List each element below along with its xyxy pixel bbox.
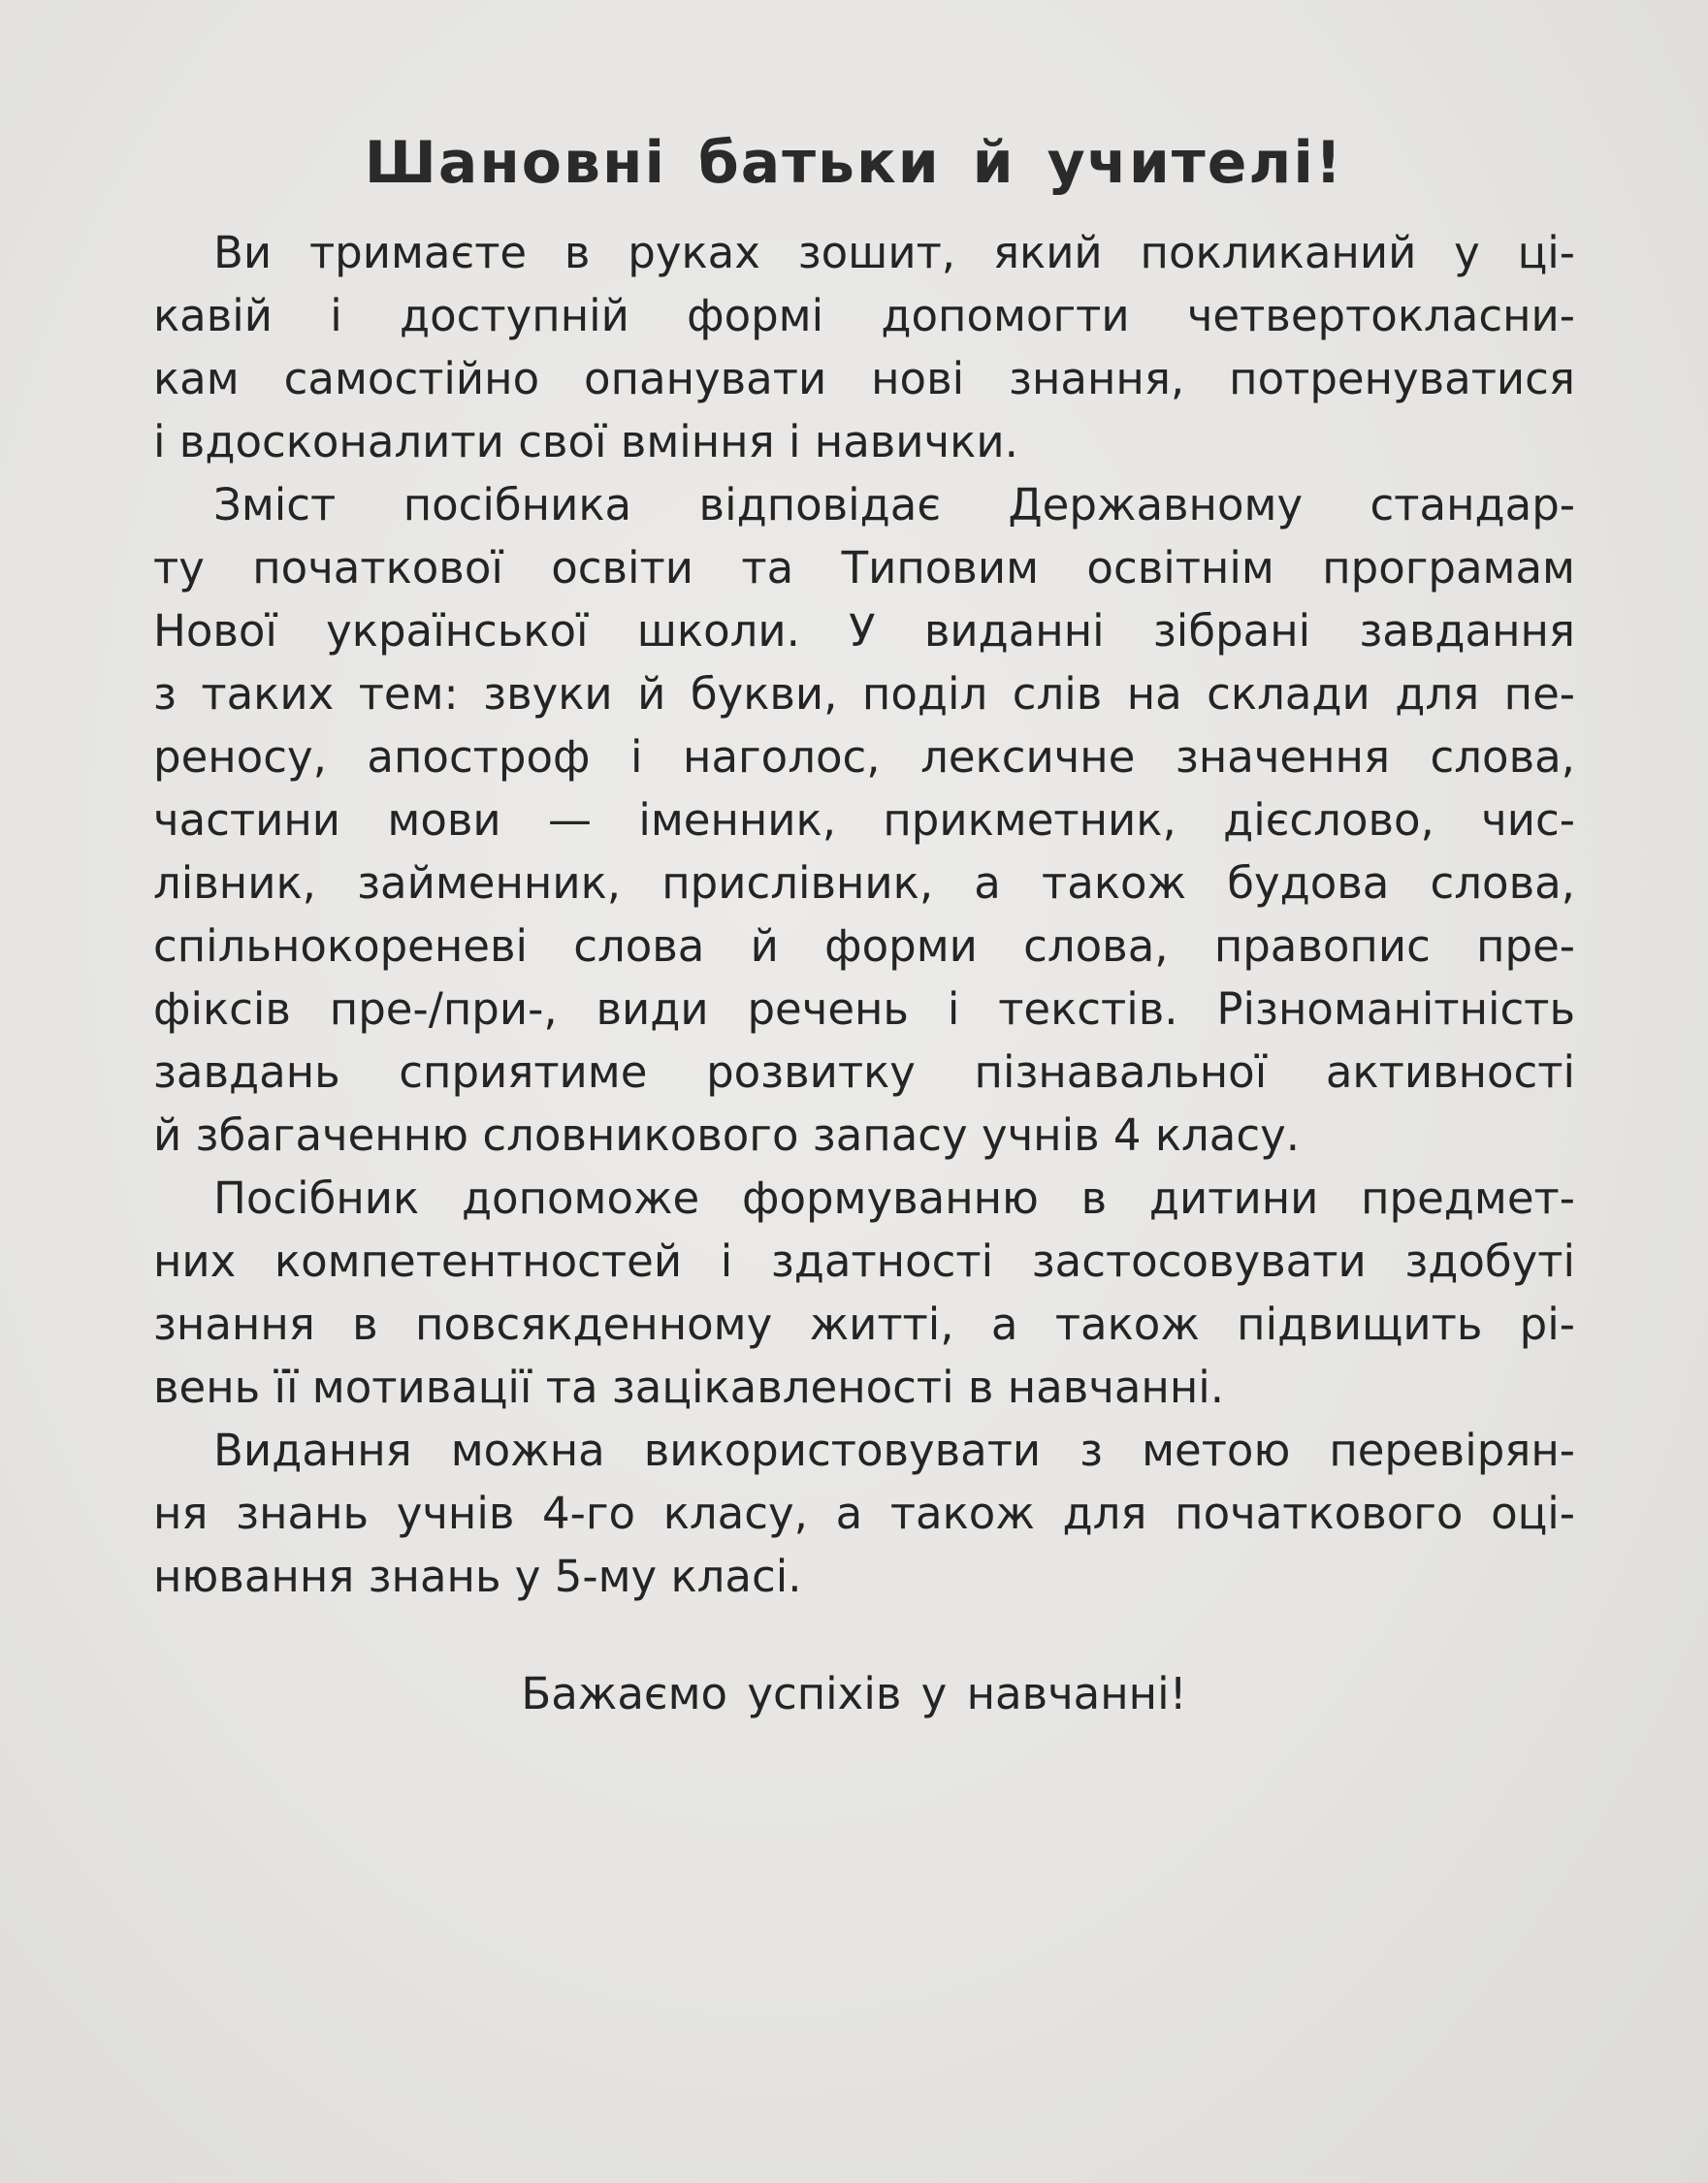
closing-wish: Бажаємо успіхів у навчанні! <box>521 1668 1187 1719</box>
text-line: й збагаченню словникового запасу учнів 4 класу. <box>153 1109 1301 1161</box>
text-line: завдань сприятиме розвитку пізнавальної активності <box>153 1046 1575 1098</box>
text-line: Нової української школи. У виданні зібрані завдання <box>153 605 1575 657</box>
body-text <box>153 221 1575 1608</box>
text-line: ня знань учнів 4-го класу, а також для початкового оці- <box>153 1488 1575 1539</box>
text-line: лівник, займенник, прислівник, а також будова слова, <box>153 857 1575 909</box>
text-line: фіксів пре-/при-, види речень і текстів. Різноманітність <box>153 983 1575 1035</box>
text-line: спільнокореневі слова й форми слова, правопис пре- <box>153 920 1575 972</box>
text-line: нювання знань у 5-му класі. <box>153 1551 802 1602</box>
text-line: Посібник допоможе формуванню в дитини предмет- <box>213 1172 1575 1224</box>
text-line: вень її мотивації та зацікавленості в навчанні. <box>153 1362 1225 1413</box>
text-line: Видання можна використовувати з метою перевірян- <box>213 1425 1575 1476</box>
text-line: ту початкової освіти та Типовим освітнім програмам <box>153 542 1575 594</box>
paragraph-intro <box>153 221 1575 473</box>
paragraph-benefits <box>153 1167 1575 1419</box>
paragraph-content <box>153 473 1575 1167</box>
text-line: кам самостійно опанувати нові знання, потренуватися <box>153 353 1575 404</box>
text-line: з таких тем: звуки й букви, поділ слів на склади для пе- <box>153 668 1575 720</box>
text-line: знання в повсякденному житті, а також підвищить рі- <box>153 1299 1575 1350</box>
text-line: Ви тримаєте в руках зошит, який покликаний у ці- <box>213 227 1575 278</box>
text-line: і вдосконалити свої вміння і навички. <box>153 416 1018 467</box>
paragraph-usage <box>153 1419 1575 1608</box>
text-line: реносу, апостроф і наголос, лексичне значення слова, <box>153 731 1575 783</box>
text-line: них компетентностей і здатності застосовувати здобуті <box>153 1236 1575 1287</box>
page-title: Шановні батьки й учителі! <box>364 129 1344 197</box>
text-line: Зміст посібника відповідає Державному стандар- <box>213 479 1575 530</box>
text-line: частини мови — іменник, прикметник, дієслово, чис- <box>153 794 1575 846</box>
text-line: кавій і доступній формі допомогти четвертокласни- <box>153 290 1575 341</box>
